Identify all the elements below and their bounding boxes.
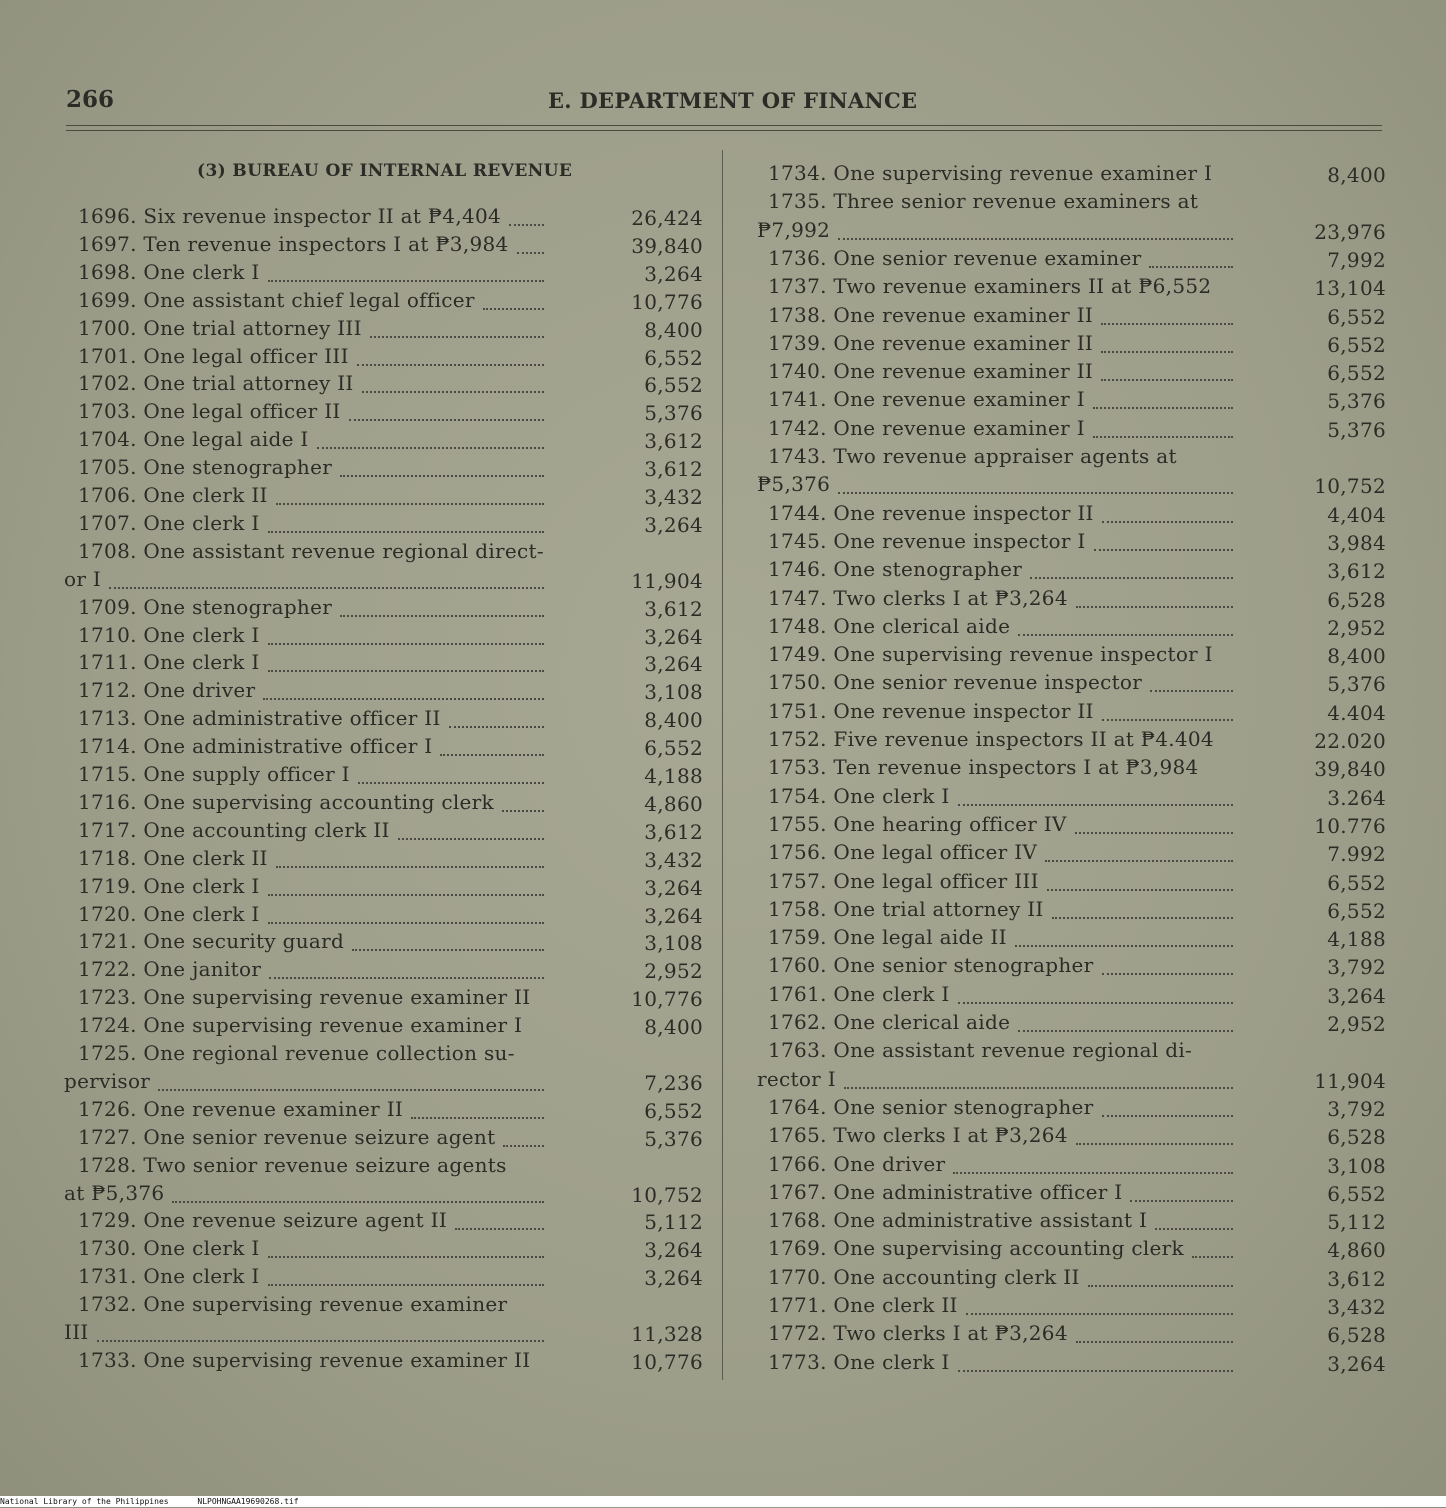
dot-leader [269,977,544,979]
line-item-text: 1707. One clerk I [78,510,260,535]
page-number: 266 [66,86,115,113]
line-item-text: 1743. Two revenue appraiser agents at [768,444,1177,468]
line-item-amount: 3,264 [644,512,703,537]
line-item-text: 1742. One revenue examiner I [768,415,1085,440]
dot-leader [276,503,544,505]
line-item-amount: 3,264 [644,652,703,677]
footer-file: NLPOHNGAA19690268.tif [197,1497,299,1506]
line-item-amount: 4,404 [1327,502,1386,527]
line-item-amount: 6,552 [644,736,703,761]
line-item-text: 1752. Five revenue inspectors II at ₱4.404 [768,727,1214,751]
dot-leader [1093,436,1233,438]
line-item-amount: 22.020 [1314,729,1386,753]
line-item-text: 1755. One hearing officer IV [768,811,1067,836]
line-item-text: 1762. One clerical aide [768,1010,1011,1034]
dot-leader [1076,606,1233,608]
dot-leader [1093,407,1233,409]
line-item-text: 1753. Ten revenue inspectors I at ₱3,984 [768,755,1199,780]
line-item-text: 1744. One revenue inspector II [768,500,1094,525]
dot-leader [268,1284,544,1286]
line-item-amount: 11,904 [1314,1068,1386,1093]
dot-leader [352,949,544,951]
line-item-text-continued: or I [64,566,102,591]
header-rule-2 [66,130,1382,131]
page-title: E. DEPARTMENT OF FINANCE [548,88,918,113]
line-item-text: 1728. Two senior revenue seizure agents [78,1152,507,1177]
line-item-amount: 3,108 [644,931,703,956]
line-item-text: 1708. One assistant revenue regional direct- [78,538,544,563]
line-item-text: 1768. One administrative assistant I [768,1208,1148,1233]
dot-leader [357,364,544,366]
line-item-text: 1700. One trial attorney III [78,315,362,340]
dot-leader [1030,577,1233,579]
dot-leader [268,280,544,282]
dot-leader [449,726,544,728]
line-item-text: 1718. One clerk II [78,845,268,870]
dot-leader [1088,1285,1233,1287]
line-item-amount: 3,432 [1327,1295,1386,1319]
line-item-amount: 5,376 [644,401,703,426]
dot-leader [1018,634,1233,636]
line-item-text: 1759. One legal aide II [768,925,1007,950]
line-item-text: 1769. One supervising accounting clerk [768,1236,1184,1261]
line-item-amount: 3,264 [644,261,703,286]
line-item-text-continued: rector I [757,1066,836,1091]
line-item-text: 1696. Six revenue inspector II at ₱4,404 [78,204,502,228]
line-item-text: 1723. One supervising revenue examiner II [78,985,531,1010]
line-item-amount: 10,776 [631,289,703,314]
line-item-amount: 26,424 [631,206,703,230]
line-item-amount: 5,376 [644,1126,703,1151]
line-item-amount: 4,860 [1327,1238,1386,1263]
line-item-text: 1716. One supervising accounting clerk [78,789,494,814]
dot-leader [268,531,544,533]
line-item-text: 1748. One clerical aide [768,613,1011,638]
line-item-text: 1750. One senior revenue inspector [768,670,1143,695]
dot-leader [109,587,544,589]
dot-leader [1094,549,1233,551]
line-item-amount: 3,792 [1327,955,1386,980]
line-item-text: 1717. One accounting clerk II [78,817,390,842]
line-item-amount: 6,552 [1327,870,1386,895]
dot-leader [97,1340,544,1342]
line-item-text: 1764. One senior stenographer [768,1094,1094,1119]
dot-leader [502,810,544,812]
line-item-text: 1702. One trial attorney II [78,371,354,396]
line-item-text: 1730. One clerk I [78,1236,260,1261]
line-item-text: 1736. One senior revenue examiner [768,245,1142,270]
line-item-amount: 3,264 [1327,983,1386,1008]
dot-leader [263,698,544,700]
line-item-text: 1711. One clerk I [78,650,260,675]
line-item-text: 1698. One clerk I [78,259,260,284]
line-item-amount: 3.264 [1327,785,1386,810]
line-item-amount: 7.992 [1327,842,1386,867]
line-item-text: 1714. One administrative officer I [78,734,433,759]
line-item-amount: 6,528 [1327,587,1386,612]
line-item-text-continued: ₱7,992 [757,217,831,242]
line-item-text-continued: at ₱5,376 [64,1180,165,1205]
dot-leader [838,238,1233,240]
dot-leader [370,336,544,338]
column-divider [722,150,723,1380]
dot-leader [455,1228,544,1230]
dot-leader [268,894,544,896]
line-item-text: 1765. Two clerks I at ₱3,264 [768,1123,1068,1148]
line-item-text: 1712. One driver [78,678,256,703]
dot-leader [1018,1030,1233,1032]
line-item-amount: 6,528 [1327,1323,1386,1348]
line-item-text: 1746. One stenographer [768,557,1023,582]
dot-leader [317,447,544,449]
dot-leader [1101,379,1233,381]
dot-leader [953,1172,1233,1174]
line-item-text: 1734. One supervising revenue examiner I [768,161,1213,185]
line-item-text-continued: ₱5,376 [757,472,831,497]
line-item-amount: 10.776 [1314,813,1386,838]
dot-leader [340,475,544,477]
line-item-amount: 3,612 [1327,559,1386,584]
line-item-amount: 3,432 [644,847,703,872]
dot-leader [1102,973,1233,975]
line-item-text: 1739. One revenue examiner II [768,330,1094,355]
line-item-amount: 4.404 [1327,700,1386,725]
line-item-text: 1738. One revenue examiner II [768,302,1094,327]
line-item-text: 1740. One revenue examiner II [768,359,1094,384]
line-item-amount: 7,236 [644,1070,703,1095]
dot-leader [958,1370,1233,1372]
line-item-amount: 3,432 [644,485,703,509]
dot-leader [1192,1256,1233,1258]
line-item-amount: 4,188 [1327,927,1386,952]
dot-leader [358,782,544,784]
line-item-amount: 3,612 [1327,1266,1386,1291]
line-item-text: 1733. One supervising revenue examiner II [78,1347,531,1372]
dot-leader [838,492,1233,494]
line-item-text: 1713. One administrative officer II [78,706,441,731]
line-item-amount: 3,264 [644,1266,703,1291]
line-item-amount: 2,952 [644,959,703,984]
dot-leader [398,838,544,840]
line-item-amount: 3,612 [644,596,703,621]
line-item-amount: 5,112 [1327,1210,1386,1235]
line-item-amount: 6,552 [1327,304,1386,329]
line-item-amount: 6,528 [1327,1125,1386,1150]
line-item-text: 1745. One revenue inspector I [768,528,1086,553]
line-item-amount: 6,552 [644,373,703,398]
line-item-amount: 3,612 [644,429,703,454]
line-item-text: 1715. One supply officer I [78,762,350,786]
line-item-text: 1701. One legal officer III [78,343,349,368]
dot-leader [966,1313,1233,1315]
line-item-text: 1724. One supervising revenue examiner I [78,1013,523,1038]
line-item-amount: 23,976 [1314,219,1386,244]
dot-leader [158,1089,544,1091]
dot-leader [844,1087,1233,1089]
dot-leader [340,615,544,617]
dot-leader [1102,521,1233,523]
line-item-amount: 5,112 [644,1210,703,1235]
line-item-amount: 3,264 [644,875,703,900]
dot-leader [362,391,544,393]
line-item-amount: 8,400 [1327,163,1386,187]
line-item-amount: 5,376 [1327,417,1386,442]
line-item-text: 1710. One clerk I [78,622,260,647]
dot-leader [503,1145,544,1147]
line-item-amount: 13,104 [1314,276,1386,301]
line-item-text: 1760. One senior stenographer [768,953,1094,978]
line-item-text: 1766. One driver [768,1151,946,1176]
line-item-amount: 11,904 [631,568,703,593]
line-item-amount: 39,840 [1314,757,1386,782]
line-item-amount: 6,552 [644,1098,703,1123]
line-item-text: 1726. One revenue examiner II [78,1096,404,1121]
dot-leader [1076,1143,1233,1145]
dot-leader [268,670,544,672]
line-item-amount: 3,612 [644,457,703,482]
line-item-text: 1758. One trial attorney II [768,896,1044,921]
line-item-text: 1770. One accounting clerk II [768,1264,1080,1289]
line-item-text: 1703. One legal officer II [78,399,341,424]
line-item-amount: 10,776 [631,1349,703,1374]
line-item-text: 1725. One regional revenue collection su- [78,1041,515,1065]
dot-leader [1149,266,1233,268]
line-item-amount: 5,376 [1327,389,1386,414]
dot-leader [268,1256,544,1258]
line-item-text: 1767. One administrative officer I [768,1179,1123,1204]
dot-leader [1102,1115,1233,1117]
line-item-text: 1735. Three senior revenue examiners at [768,189,1199,214]
line-item-amount: 6,552 [1327,1181,1386,1206]
dot-leader [1076,1341,1233,1343]
line-item-text: 1706. One clerk II [78,483,268,507]
line-item-text: 1719. One clerk I [78,873,260,898]
line-item-amount: 7,992 [1327,247,1386,272]
line-item-amount: 3,984 [1327,530,1386,555]
line-item-text: 1704. One legal aide I [78,427,309,452]
dot-leader [349,419,544,421]
dot-leader [958,804,1233,806]
line-item-amount: 3,264 [644,1238,703,1263]
line-item-amount: 6,552 [1327,898,1386,923]
line-item-amount: 10,752 [631,1182,703,1207]
line-item-amount: 3,264 [1327,1351,1386,1376]
dot-leader [1052,917,1233,919]
line-item-amount: 8,400 [1327,644,1386,669]
line-item-text-continued: III [64,1320,89,1344]
dot-leader [1130,1200,1233,1202]
dot-leader [517,252,544,254]
line-item-text: 1697. Ten revenue inspectors I at ₱3,984 [78,231,509,256]
line-item-text: 1731. One clerk I [78,1264,260,1289]
line-item-text: 1771. One clerk II [768,1293,958,1317]
line-item-text: 1772. Two clerks I at ₱3,264 [768,1321,1068,1346]
line-item-text: 1721. One security guard [78,929,345,954]
line-item-amount: 8,400 [644,708,703,733]
scan-footer [0,1496,1446,1507]
dot-leader [1015,945,1233,947]
dot-leader [411,1117,544,1119]
line-item-amount: 6,552 [644,345,703,370]
line-item-text: 1754. One clerk I [768,783,950,808]
dot-leader [1150,690,1233,692]
dot-leader [440,754,544,756]
line-item-text: 1749. One supervising revenue inspector I [768,642,1213,667]
line-item-amount: 10,776 [631,987,703,1012]
line-item-text: 1705. One stenographer [78,455,333,480]
line-item-text: 1709. One stenographer [78,594,333,619]
line-item-amount: 39,840 [631,233,703,258]
line-item-text: 1732. One supervising revenue examiner [78,1292,508,1317]
line-item-amount: 6,552 [1327,361,1386,386]
dot-leader [1101,323,1233,325]
section-title: (3) BUREAU OF INTERNAL REVENUE [197,161,573,181]
line-item-text: 1747. Two clerks I at ₱3,264 [768,585,1068,610]
dot-leader [958,1002,1233,1004]
dot-leader [1155,1228,1233,1230]
line-item-text: 1757. One legal officer III [768,868,1039,893]
footer-library: National Library of the Philippines [0,1497,169,1506]
line-item-amount: 3,264 [644,624,703,649]
line-item-text: 1720. One clerk I [78,901,260,926]
line-item-text: 1729. One revenue seizure agent II [78,1208,448,1233]
line-item-amount: 11,328 [631,1322,703,1346]
line-item-text: 1761. One clerk I [768,981,950,1006]
line-item-text: 1699. One assistant chief legal officer [78,287,475,312]
line-item-amount: 8,400 [644,1015,703,1040]
line-item-text: 1722. One janitor [78,957,262,982]
dot-leader [1101,351,1233,353]
line-item-text: 1737. Two revenue examiners II at ₱6,552 [768,274,1212,299]
header-rule [66,125,1382,126]
line-item-amount: 10,752 [1314,474,1386,499]
dot-leader [172,1201,544,1203]
line-item-amount: 3,612 [644,819,703,844]
dot-leader [268,643,544,645]
line-item-amount: 3,792 [1327,1096,1386,1121]
line-item-text: 1756. One legal officer IV [768,840,1038,865]
dot-leader [1045,860,1233,862]
line-item-text: 1741. One revenue examiner I [768,387,1085,412]
dot-leader [1102,719,1233,721]
line-item-amount: 4,188 [644,764,703,788]
line-item-amount: 3,108 [1327,1153,1386,1178]
dot-leader [268,922,544,924]
dot-leader [509,224,544,226]
dot-leader [276,866,544,868]
line-item-amount: 3,264 [644,903,703,928]
line-item-amount: 2,952 [1327,615,1386,640]
line-item-text: 1727. One senior revenue seizure agent [78,1124,496,1149]
line-item-amount: 6,552 [1327,332,1386,357]
line-item-text: 1751. One revenue inspector II [768,698,1094,723]
line-item-amount: 2,952 [1327,1012,1386,1036]
line-item-amount: 8,400 [644,317,703,342]
line-item-text: 1763. One assistant revenue regional di- [768,1038,1193,1063]
dot-leader [1075,832,1233,834]
line-item-text: 1773. One clerk I [768,1349,950,1374]
dot-leader [1047,889,1233,891]
dot-leader [483,308,544,310]
line-item-amount: 5,376 [1327,672,1386,697]
line-item-amount: 4,860 [644,791,703,816]
line-item-text-continued: pervisor [64,1068,151,1093]
line-item-amount: 3,108 [644,680,703,705]
